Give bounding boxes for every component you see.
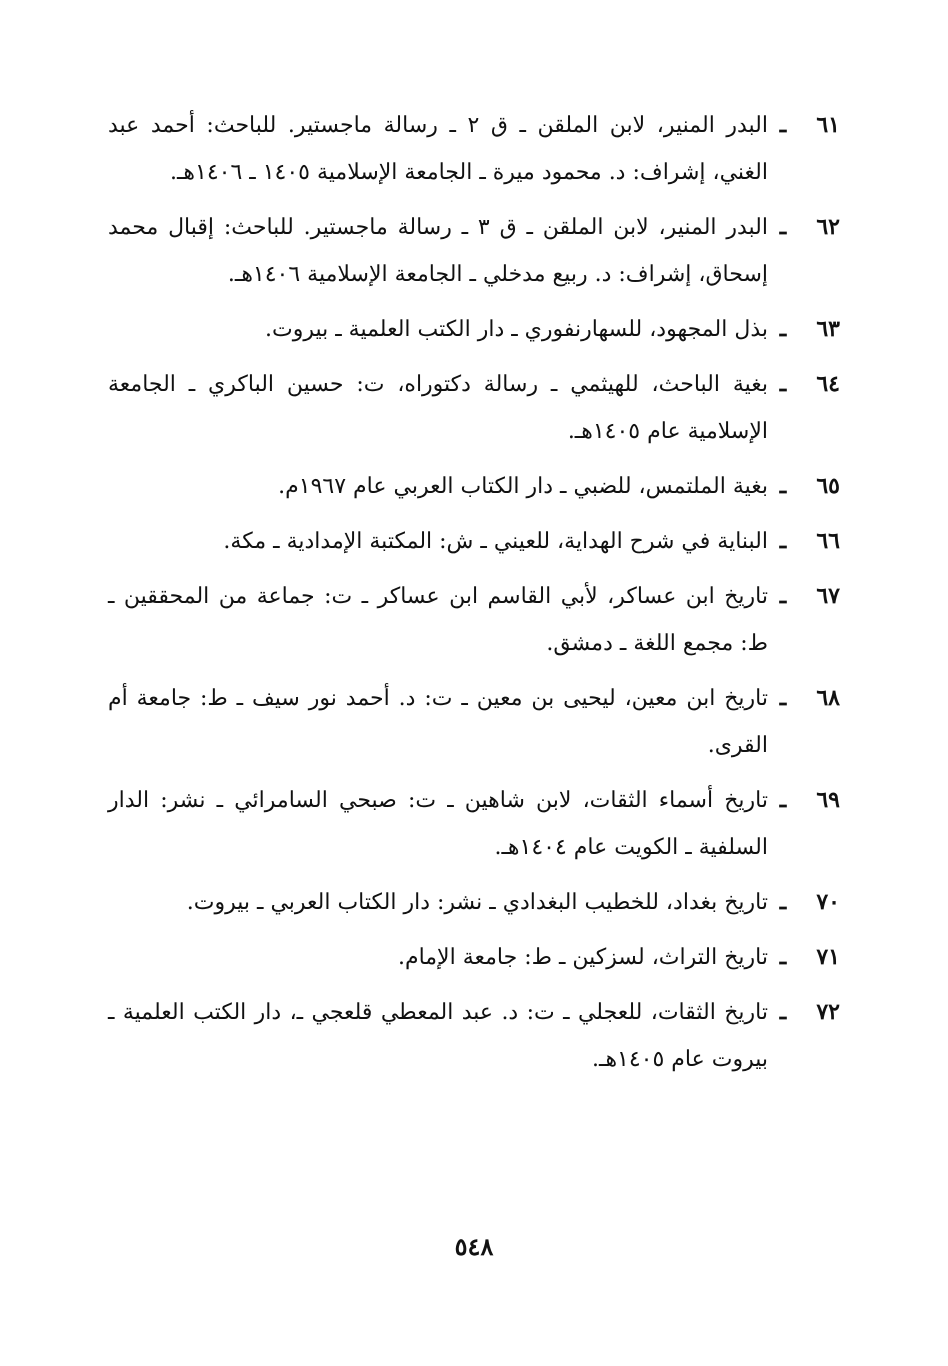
entry-text: البدر المنير، لابن الملقن ـ ق ٣ ـ رسالة ماجستير. للباحث: إقبال محمد إسحاق، إشراف: د. ربيع مدخلي ـ الجامعة الإسلامية ١٤٠٦هـ. xyxy=(108,215,768,287)
entry-number: ٦٣ xyxy=(816,316,840,342)
entry-number: ٦٨ xyxy=(816,685,840,711)
entry-dash: ـ xyxy=(779,214,787,240)
entry-text: بذل المجهود، للسهارنفوري ـ دار الكتب العلمية ـ بيروت. xyxy=(264,317,768,342)
bibliography-list xyxy=(108,102,840,1091)
entry-dash: ـ xyxy=(779,685,787,711)
entry-text: بغية الملتمس، للضبي ـ دار الكتاب العربي عام ١٩٦٧م. xyxy=(278,474,768,499)
entry-number: ٧١ xyxy=(816,944,840,970)
bibliography-entry xyxy=(108,989,840,1083)
entry-dash: ـ xyxy=(779,999,787,1025)
entry-dash: ـ xyxy=(779,473,787,499)
entry-dash: ـ xyxy=(779,889,787,915)
entry-text: البدر المنير، لابن الملقن ـ ق ٢ ـ رسالة ماجستير. للباحث: أحمد عبد الغني، إشراف: د. محمود ميرة ـ الجامعة الإسلامية ١٤٠٥ ـ ١٤٠٦هـ. xyxy=(108,113,768,185)
entry-text: بغية الباحث، للهيثمي ـ رسالة دكتوراه، ت: حسين الباكري ـ الجامعة الإسلامية عام ١٤٠٥هـ. xyxy=(108,372,768,444)
entry-number: ٧٢ xyxy=(816,999,840,1025)
entry-dash: ـ xyxy=(779,112,787,138)
entry-dash: ـ xyxy=(779,316,787,342)
bibliography-entry xyxy=(108,675,840,769)
entry-number: ٧٠ xyxy=(816,889,840,915)
bibliography-entry xyxy=(108,518,840,565)
entry-dash: ـ xyxy=(779,583,787,609)
bibliography-entry xyxy=(108,204,840,298)
bibliography-entry xyxy=(108,306,840,353)
entry-text: تاريخ ابن عساكر، لأبي القاسم ابن عساكر ـ ت: جماعة من المحققين ـ ط: مجمع اللغة ـ دمشق. xyxy=(108,584,768,656)
entry-text: البناية في شرح الهداية، للعيني ـ ش: المكتبة الإمدادية ـ مكة. xyxy=(223,529,768,554)
entry-number: ٦٩ xyxy=(816,787,840,813)
bibliography-entry xyxy=(108,361,840,455)
entry-number: ٦٦ xyxy=(816,528,840,554)
bibliography-entry xyxy=(108,777,840,871)
entry-number: ٦١ xyxy=(816,112,840,138)
bibliography-entry xyxy=(108,879,840,926)
bibliography-entry xyxy=(108,573,840,667)
entry-dash: ـ xyxy=(779,371,787,397)
entry-text: تاريخ بغداد، للخطيب البغدادي ـ نشر: دار الكتاب العربي ـ بيروت. xyxy=(186,890,768,915)
entry-dash: ـ xyxy=(779,787,787,813)
entry-dash: ـ xyxy=(779,944,787,970)
entry-number: ٦٧ xyxy=(816,583,840,609)
bibliography-entry xyxy=(108,463,840,510)
bibliography-entry xyxy=(108,934,840,981)
entry-number: ٦٤ xyxy=(816,371,840,397)
entry-text: تاريخ أسماء الثقات، لابن شاهين ـ ت: صبحي السامرائي ـ نشر: الدار السلفية ـ الكويت عام ١٤٠٤هـ. xyxy=(108,788,768,860)
entry-text: تاريخ الثقات، للعجلي ـ ت: د. عبد المعطي قلعجي ـ، دار الكتب العلمية ـ بيروت عام ١٤٠٥هـ. xyxy=(108,1000,768,1072)
page-number: ٥٤٨ xyxy=(454,1232,494,1261)
entry-number: ٦٥ xyxy=(816,473,840,499)
entry-text: تاريخ ابن معين، ليحيى بن معين ـ ت: د. أحمد نور سيف ـ ط: جامعة أم القرى. xyxy=(108,686,768,758)
bibliography-entry xyxy=(108,102,840,196)
entry-number: ٦٢ xyxy=(816,214,840,240)
entry-dash: ـ xyxy=(779,528,787,554)
entry-text: تاريخ التراث، لسزكين ـ ط: جامعة الإمام. xyxy=(397,945,768,970)
